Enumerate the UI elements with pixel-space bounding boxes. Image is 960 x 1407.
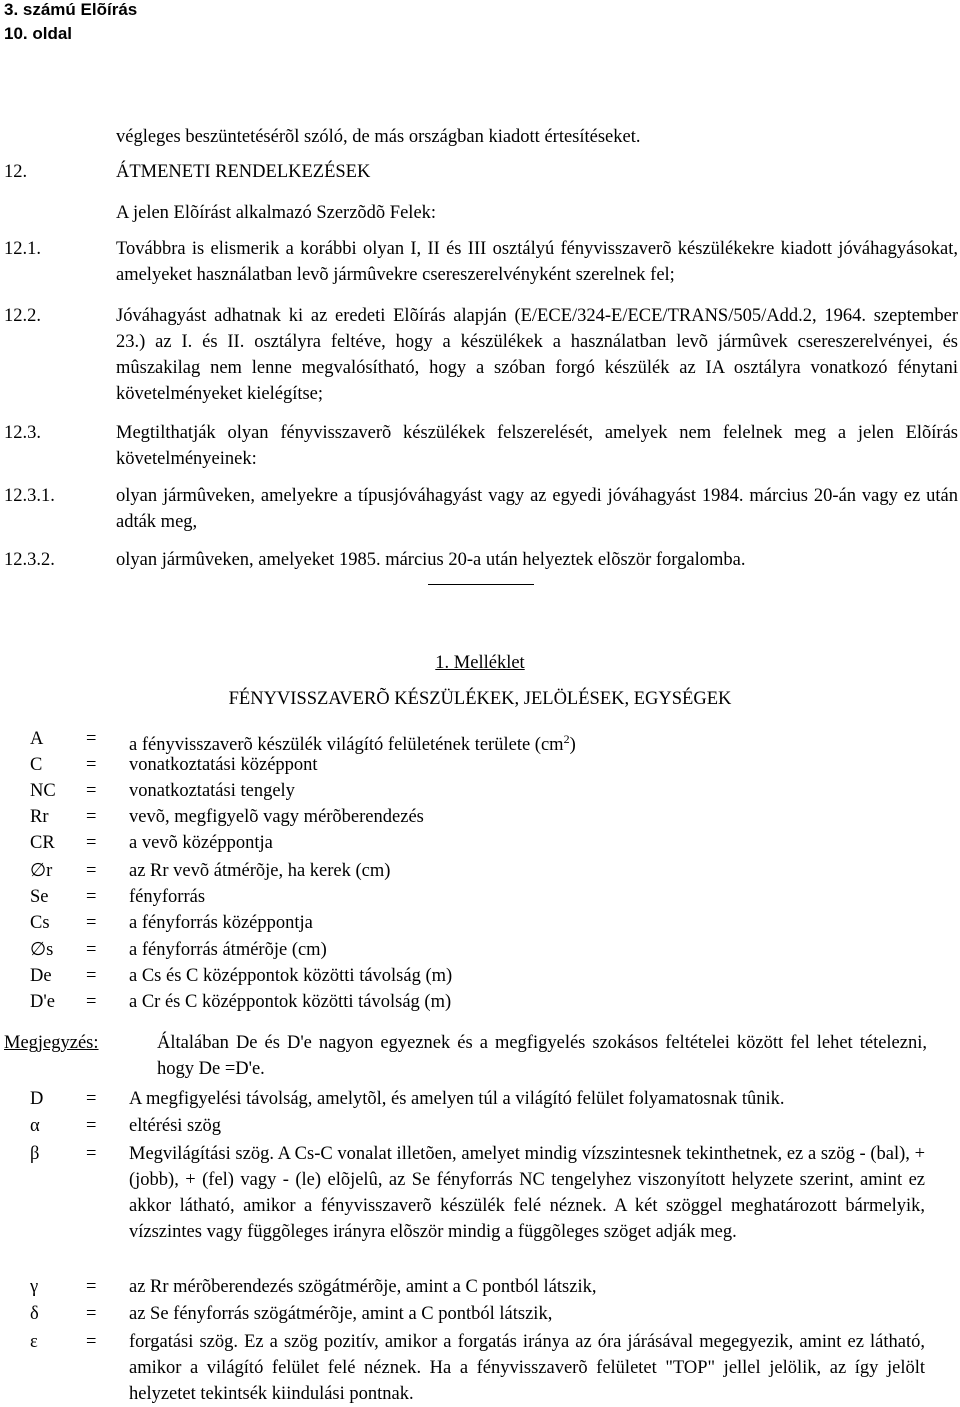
equals-sign: = [86, 966, 97, 986]
equals-sign: = [86, 1304, 97, 1324]
definition-text: forgatási szög. Ez a szög pozitív, amikor a forgatás iránya az óra járásával megegyezik, amint ez látható, amikor a világító felület felé néznek. Ha a fényvisszaverõ felületet "TOP" jellel jelölik, az így jelölt helyzetet tekintsék kiindulási pontnak. [129, 1332, 925, 1404]
definition-symbol: ∅s [30, 940, 54, 960]
definition-text: A megfigyelési távolság, amelytõl, és amelyen túl a világító felület folyamatosnak tûnik. [129, 1089, 785, 1109]
superscript: 2 [563, 732, 570, 746]
equals-sign: = [86, 1277, 97, 1297]
page-header-regulation: 3. számú Elõírás [4, 0, 138, 19]
equals-sign: = [86, 1089, 97, 1109]
end-rule [428, 584, 534, 585]
item-number: 12.3.1. [4, 486, 55, 506]
definition-symbol: β [30, 1144, 40, 1164]
equals-sign: = [86, 1144, 97, 1164]
page-header-page-number: 10. oldal [4, 24, 73, 43]
definition-text: vonatkoztatási középpont [129, 755, 318, 775]
item-text: olyan jármûveken, amelyeket 1985. március 20-a után helyeztek elõször forgalomba. [116, 550, 746, 570]
equals-sign: = [86, 729, 97, 749]
item-text: Jóváhagyást adhatnak ki az eredeti Elõírás alapján (E/ECE/324-E/ECE/TRANS/505/Add.2, 1964. szeptember 23.) az I. és II. osztályra feltéve, hogy a készülékek a használatban levõ jármûvek csereszerelvényei, és mûszakilag nem lenne megvalósítható, hogy a szóban forgó készülék az IA osztályra vonatkozó fénytani követelményeket kielégítse; [116, 306, 958, 404]
definition-text: a vevõ középpontja [129, 833, 273, 853]
definition-text: a fényforrás középpontja [129, 913, 313, 933]
equals-sign: = [86, 992, 97, 1012]
definition-symbol: CR [30, 833, 55, 853]
definition-symbol: γ [30, 1277, 39, 1297]
equals-sign: = [86, 1116, 97, 1136]
definition-text: vonatkoztatási tengely [129, 781, 295, 801]
equals-sign: = [86, 1332, 97, 1352]
definition-text: fényforrás [129, 887, 206, 907]
definition-symbol: Rr [30, 807, 49, 827]
definition-symbol: Cs [30, 913, 50, 933]
equals-sign: = [86, 755, 97, 775]
definition-symbol: ∅r [30, 861, 53, 881]
annex-label: 1. Melléklet [435, 653, 525, 673]
definition-text: az Se fényforrás szögátmérõje, amint a C pontból látszik, [129, 1304, 553, 1324]
definition-symbol: D [30, 1089, 44, 1109]
definition-text: a Cr és C középpontok közötti távolság (m) [129, 992, 452, 1012]
item-text: Megtilthatják olyan fényvisszaverõ készülékek felszerelését, amelyek nem felelnek meg a jelen Elõírás követelményeinek: [116, 423, 958, 469]
item-number: 12.3.2. [4, 550, 55, 570]
definition-text: Megvilágítási szög. A Cs-C vonalat illetõen, amelyet mindig vízszintesnek tekinthetnek, ez a szög - (bal), + (jobb), + (fel) vagy - (le) elõjelû, az Se fényforrás NC tengelyhez viszonyított helyzete szerint, amint ez akkor látható, amikor a fényvisszaverõ készülék felé néznek. A két szöggel meghatározott bármelyik, vízszintes vagy függõleges irányra elõször mindig a függõleges szöget adják meg. [129, 1144, 925, 1242]
note-text: Általában De és D'e nagyon egyeznek és a megfigyelés szokásos feltételei között fel lehet tételezni, hogy De =D'e. [157, 1033, 927, 1079]
definition-text: eltérési szög [129, 1116, 221, 1136]
equals-sign: = [86, 887, 97, 907]
definition-symbol: A [30, 729, 44, 749]
definition-symbol: α [30, 1116, 40, 1136]
definition-text: a fényforrás átmérõje (cm) [129, 940, 327, 960]
definition-symbol: C [30, 755, 43, 775]
equals-sign: = [86, 781, 97, 801]
equals-sign: = [86, 913, 97, 933]
definition-text: az Rr mérõberendezés szögátmérõje, amint a C pontból látszik, [129, 1277, 597, 1297]
item-text: Továbbra is elismerik a korábbi olyan I, II és III osztályú fényvisszaverõ készülékekre kiadott jóváhagyásokat, amelyeket használatban levõ jármûvekre csereszerelvényként szerelnek fel; [116, 239, 958, 285]
continuation-text: végleges beszüntetésérõl szóló, de más országban kiadott értesítéseket. [116, 127, 641, 147]
definition-symbol: D'e [30, 992, 55, 1012]
definition-symbol: NC [30, 781, 56, 801]
section-title-12: ÁTMENETI RENDELKEZÉSEK [116, 162, 371, 182]
item-number: 12.1. [4, 239, 41, 259]
definition-text: a Cs és C középpontok közötti távolság (m) [129, 966, 453, 986]
definition-text: a fényvisszaverõ készülék világító felületének területe $(cm^2)$ [129, 732, 576, 756]
definition-symbol: δ [30, 1304, 39, 1324]
annex-title: FÉNYVISSZAVERÕ KÉSZÜLÉKEK, JELÖLÉSEK, EGYSÉGEK [228, 689, 732, 709]
definition-symbol: Se [30, 887, 49, 907]
note-label: Megjegyzés: [4, 1033, 99, 1053]
definition-text: vevõ, megfigyelõ vagy mérõberendezés [129, 807, 424, 827]
item-text: olyan jármûveken, amelyekre a típusjóváhagyást vagy az egyedi jóváhagyást 1984. március 20-án vagy ez után adták meg, [116, 486, 958, 532]
section-number-12: 12. [4, 162, 28, 182]
definition-symbol: ε [30, 1332, 38, 1352]
definition-text: az Rr vevõ átmérõje, ha kerek (cm) [129, 861, 391, 881]
definition-symbol: De [30, 966, 52, 986]
equals-sign: = [86, 861, 97, 881]
item-number: 12.2. [4, 306, 41, 326]
equals-sign: = [86, 940, 97, 960]
item-number: 12.3. [4, 423, 41, 443]
equals-sign: = [86, 833, 97, 853]
section-lead-text: A jelen Elõírást alkalmazó Szerzõdõ Felek: [116, 203, 437, 223]
equals-sign: = [86, 807, 97, 827]
